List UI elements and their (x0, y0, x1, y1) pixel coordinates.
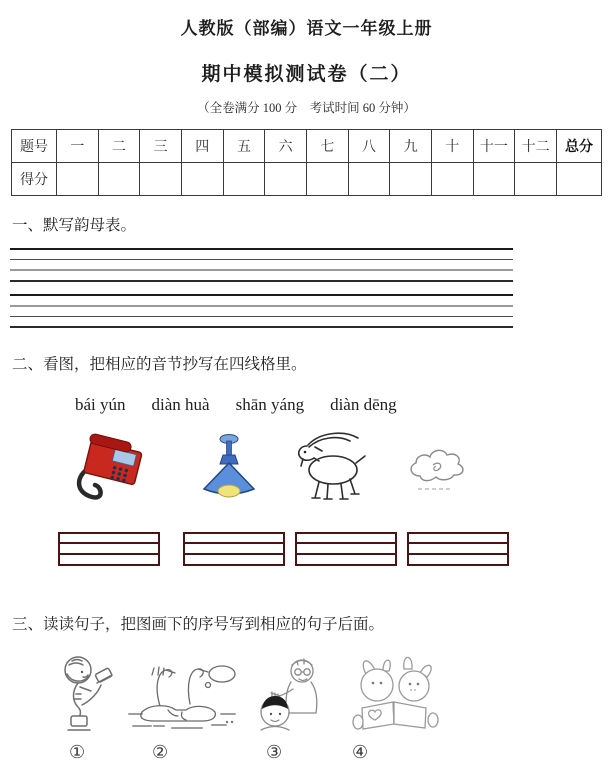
stave-line (10, 248, 513, 250)
question-col-2: 二 (98, 130, 140, 163)
score-cell (57, 163, 99, 196)
score-cell (223, 163, 265, 196)
pinyin-grid-box (295, 532, 397, 566)
pinyin-bai-yun: bái yún (75, 395, 126, 414)
haircut-image (258, 656, 328, 741)
stave-line (10, 280, 513, 282)
score-cell (98, 163, 140, 196)
stave-line (10, 269, 513, 271)
question-col-8: 八 (348, 130, 390, 163)
picture-label-3: ③ (266, 742, 283, 762)
score-cell (348, 163, 390, 196)
question-col-7: 七 (306, 130, 348, 163)
pinyin-grid-box (58, 532, 160, 566)
picture-number-labels (0, 742, 613, 766)
pinyin-dian-deng: diàn dēng (330, 395, 397, 414)
question-row-label: 题号 (12, 130, 57, 163)
writing-lines (10, 248, 513, 328)
question-col-4: 四 (181, 130, 223, 163)
exam-note: （全卷满分 100 分 考试时间 60 分钟） (197, 101, 416, 115)
pinyin-grid-row (0, 532, 613, 566)
question-number-row (12, 130, 602, 163)
geese-swimming-image (124, 662, 240, 735)
section-1-heading: 一、默写韵母表。 (12, 217, 137, 234)
pinyin-dian-hua: diàn huà (151, 395, 210, 414)
score-cell (390, 163, 432, 196)
question-col-1: 一 (57, 130, 99, 163)
score-cell (431, 163, 473, 196)
cloud-image (406, 444, 468, 497)
total-score-cell (557, 163, 602, 196)
question-col-5: 五 (223, 130, 265, 163)
rabbits-reading-image (348, 656, 444, 737)
score-cell (515, 163, 557, 196)
child-skating-image (52, 654, 118, 741)
question-col-9: 九 (390, 130, 432, 163)
score-row-label: 得分 (12, 163, 57, 196)
score-cell (140, 163, 182, 196)
pinyin-grid-box (183, 532, 285, 566)
four-line-stave (10, 294, 513, 328)
total-col-label: 总分 (557, 130, 602, 163)
goat-image (290, 428, 368, 515)
stave-line (10, 305, 513, 307)
score-cell (181, 163, 223, 196)
ceiling-lamp-image (198, 432, 260, 513)
question-col-11: 十一 (473, 130, 515, 163)
picture-label-1: ① (69, 742, 86, 762)
stave-line (10, 326, 513, 328)
score-cell (473, 163, 515, 196)
pinyin-grid-box (407, 532, 509, 566)
picture-row-section-2 (0, 428, 613, 512)
picture-label-4: ④ (352, 742, 369, 762)
question-col-12: 十二 (515, 130, 557, 163)
section-2-heading: 二、看图，把相应的音节抄写在四线格里。 (12, 356, 307, 373)
question-col-6: 六 (265, 130, 307, 163)
stave-line (10, 294, 513, 296)
score-cell (306, 163, 348, 196)
stave-line (10, 316, 513, 317)
picture-label-2: ② (152, 742, 169, 762)
stave-line (10, 259, 513, 260)
question-col-10: 十 (431, 130, 473, 163)
score-cell (265, 163, 307, 196)
four-line-stave (10, 248, 513, 282)
section-3-heading: 三、读读句子，把图画下的序号写到相应的句子后面。 (12, 616, 385, 633)
exam-title: 期中模拟测试卷（二） (201, 64, 412, 85)
pinyin-shan-yang: shān yáng (235, 395, 305, 414)
picture-row-section-3 (0, 654, 613, 736)
score-table (11, 129, 602, 196)
question-col-3: 三 (140, 130, 182, 163)
score-row (12, 163, 602, 196)
pinyin-row (75, 395, 613, 415)
telephone-image (70, 430, 150, 515)
page-title: 人教版（部编）语文一年级上册 (180, 19, 433, 38)
